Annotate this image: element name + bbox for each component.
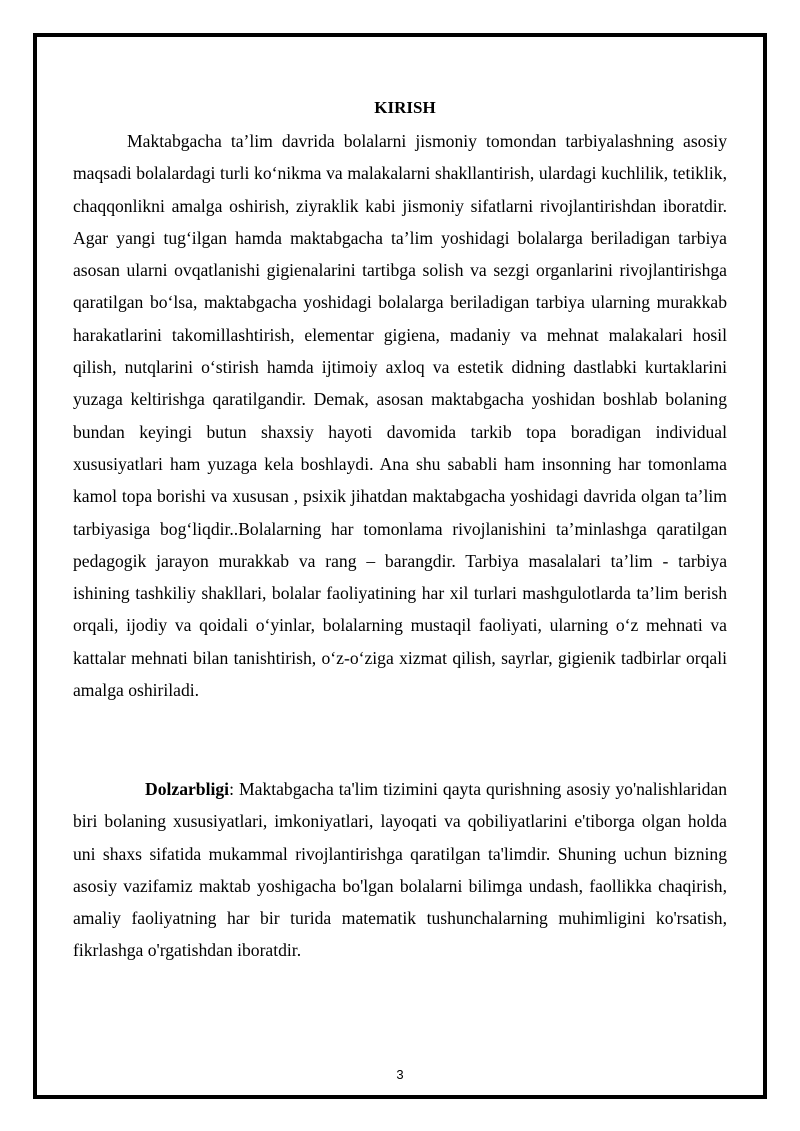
relevance-paragraph — [73, 773, 727, 967]
relevance-text: : Maktabgacha ta'lim tizimini qayta qurishning asosiy yo'nalishlaridan biri bolaning xususiyatlari, imkoniyatlari, layoqati va qobiliyatlarini e'tiborga olgan holda uni shaxs sifatida mukammal rivojlantirishga qaratilgan ta'limdir. Shuning uchun bizning asosiy vazifamiz maktab yoshigacha bo'lgan bolalarni bilimga undash, faollikka chaqirish, amaliy faoliyatning har bir turida matematik tushunchalarning muhimligini ko'rsatish, fikrlashga o'rgatishdan iboratdir. — [73, 779, 727, 961]
section-title — [0, 97, 800, 119]
page-number: 3 — [396, 1067, 404, 1082]
intro-paragraph: Maktabgacha ta’lim davrida bolalarni jismoniy tomondan tarbiyalashning asosiy maqsadi bolalardagi turli ko‘nikma va malakalarni shakllantirish, ulardagi kuchlilik, tetiklik, chaqqonlikni amalga oshirish, ziyraklik kabi jismoniy sifatlarni rivojlantirishdan iboratdir. Agar yangi tug‘ilgan hamda maktabgacha ta’lim yoshidagi bolalarga beriladigan tarbiya asosan ularni ovqatlanishi gigienalarini tartibga solish va sezgi organlarini rivojlantirishga qaratilgan bo‘lsa, maktabgacha yoshidagi bolalarga beriladigan tarbiya ularning murakkab harakatlarini takomillashtirish, elementar gigiena, madaniy va mehnat malakalari hosil qilish, nutqlarini o‘stirish hamda ijtimoiy axloq va estetik didning dastlabki kurtaklarini yuzaga keltirishga qaratilgandir. Demak, asosan maktabgacha yoshidan boshlab bolaning bundan keyingi butun shaxsiy hayoti davomida tarkib topa boradigan individual xususiyatlari ham yuzaga kela boshlaydi. Ana shu sababli ham insonning har tomonlama kamol topa borishi va xususan , psixik jihatdan maktabgacha yoshidagi davrida olgan ta’lim tarbiyasiga bog‘liqdir..Bolalarning har tomonlama rivojlanishini ta’minlashga qaratilgan pedagogik jarayon murakkab va rang – barangdir. Tarbiya masalalari ta’lim - tarbiya ishining tashkiliy shakllari, bolalar faoliyatining har xil turlari mashgulotlarda ta’lim berish orqali, ijodiy va qoidali o‘yinlar, bolalarning mustaqil faoliyati, ularning o‘z mehnati va kattalar mehnati bilan tanishtirish, o‘z-o‘ziga xizmat qilish, sayrlar, gigienik tadbirlar orqali amalga oshiriladi. — [73, 131, 727, 701]
section-title-text: KIRISH — [374, 98, 436, 117]
relevance-lead: Dolzarbligi — [145, 779, 230, 799]
